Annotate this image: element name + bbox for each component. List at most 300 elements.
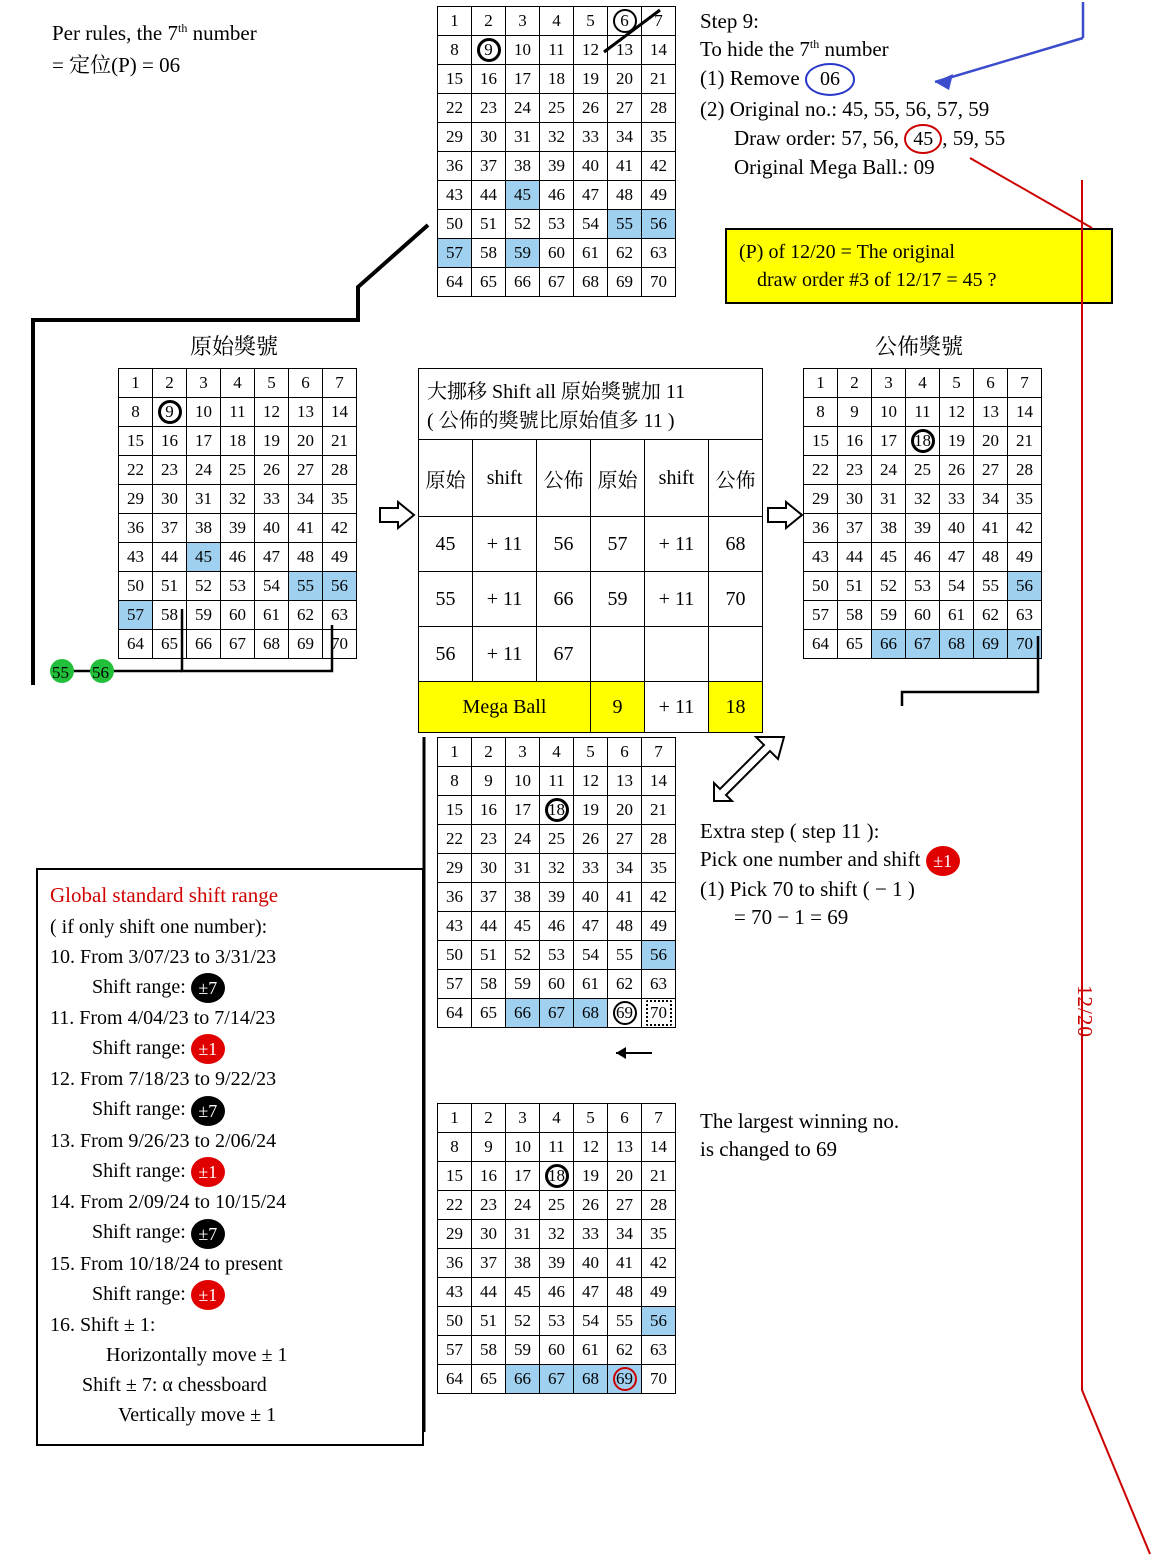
cell-26: 26 (574, 1191, 608, 1220)
cell-41: 41 (289, 514, 323, 543)
cell-r2c5: + 11 (645, 572, 709, 627)
cell-47: 47 (255, 543, 289, 572)
cell-r2c4: 59 (590, 572, 644, 627)
col-original-1: 原始 (419, 440, 473, 517)
cell-39: 39 (540, 1249, 574, 1278)
cell-9: 9 (472, 767, 506, 796)
cell-38: 38 (872, 514, 906, 543)
cell-2: 2 (472, 7, 506, 36)
cell-63: 63 (642, 239, 676, 268)
cell-70: 70 (323, 630, 357, 659)
cell-28: 28 (642, 94, 676, 123)
cell-r2c6: 70 (708, 572, 762, 627)
legend-range-badge: ±1 (191, 1280, 225, 1310)
cell-43: 43 (804, 543, 838, 572)
legend-item (50, 1126, 410, 1156)
cell-15: 15 (438, 796, 472, 825)
cell-19: 19 (940, 427, 974, 456)
cell-70: 70 (1008, 630, 1042, 659)
cell-67: 67 (221, 630, 255, 659)
legend-item-range (92, 1094, 410, 1125)
cell-23: 23 (472, 94, 506, 123)
legend-item-text: From 3/07/23 to 3/31/23 (80, 945, 277, 968)
cell-48: 48 (289, 543, 323, 572)
cell-20: 20 (974, 427, 1008, 456)
table-row (438, 1104, 676, 1133)
cell-8: 8 (119, 398, 153, 427)
cell-35: 35 (642, 1220, 676, 1249)
cell-32: 32 (221, 485, 255, 514)
cell-16: 16 (472, 65, 506, 94)
cell-43: 43 (438, 912, 472, 941)
top-left-note-line1 (52, 20, 412, 48)
extra-step-line2a: Pick one number and shift (700, 846, 921, 871)
date-vertical-label: 12/20 (1073, 985, 1097, 1038)
cell-49: 49 (323, 543, 357, 572)
cell-47: 47 (574, 912, 608, 941)
cell-1: 1 (438, 1104, 472, 1133)
table-row (119, 514, 357, 543)
cell-51: 51 (838, 572, 872, 601)
cell-16: 16 (472, 1162, 506, 1191)
legend-item-no: 10. (50, 945, 75, 968)
table-row (804, 572, 1042, 601)
legend-item (50, 1249, 410, 1279)
table-row (438, 912, 676, 941)
cell-1: 1 (438, 738, 472, 767)
left-grid-path (30, 595, 360, 685)
table-row (804, 514, 1042, 543)
cell-2: 2 (472, 738, 506, 767)
step9-draworder-b: , 59, 55 (942, 125, 1006, 150)
cell-62: 62 (608, 1336, 642, 1365)
cell-11: 11 (540, 36, 574, 65)
top-left-note-line1a: Per rules, the 7 (52, 21, 178, 45)
cell-9-label: 9 (165, 402, 174, 421)
cell-15: 15 (438, 65, 472, 94)
cell-47: 47 (574, 1278, 608, 1307)
step9-line2 (700, 63, 1130, 95)
cell-34: 34 (974, 485, 1008, 514)
cell-35: 35 (642, 123, 676, 152)
cell-57: 57 (119, 601, 153, 630)
cell-63: 63 (642, 1336, 676, 1365)
cell-r3c6 (708, 627, 762, 682)
cell-52: 52 (506, 1307, 540, 1336)
cell-52: 52 (506, 941, 540, 970)
table-row (438, 1249, 676, 1278)
cell-44: 44 (472, 1278, 506, 1307)
extra-step-line3: (1) Pick 70 to shift ( − 1 ) (700, 876, 915, 901)
cell-67: 67 (906, 630, 940, 659)
cell-65: 65 (838, 630, 872, 659)
cell-11: 11 (540, 767, 574, 796)
table-row (438, 883, 676, 912)
table-row (419, 440, 763, 517)
cell-62: 62 (608, 239, 642, 268)
cell-24: 24 (187, 456, 221, 485)
cell-41: 41 (608, 152, 642, 181)
legend-item16-line2: Horizontally move ± 1 (106, 1343, 288, 1366)
cell-37: 37 (472, 1249, 506, 1278)
shift-badge: ±1 (926, 846, 960, 876)
cell-58: 58 (472, 239, 506, 268)
cell-23: 23 (472, 825, 506, 854)
cell-14: 14 (642, 1133, 676, 1162)
extra-step-line4: = 70 − 1 = 69 (734, 904, 849, 929)
strike-line-icon (600, 8, 670, 68)
cell-13: 13 (289, 398, 323, 427)
cell-13: 13 (608, 767, 642, 796)
cell-56: 56 (323, 572, 357, 601)
cell-23: 23 (153, 456, 187, 485)
cell-1: 1 (804, 369, 838, 398)
legend-item-no: 11. (50, 1006, 75, 1029)
svg-text:56: 56 (92, 663, 109, 682)
cell-37: 37 (153, 514, 187, 543)
cell-21: 21 (642, 796, 676, 825)
cell-20: 20 (608, 1162, 642, 1191)
cell-3: 3 (872, 369, 906, 398)
cell-5: 5 (574, 738, 608, 767)
legend-title: Global standard shift range (50, 883, 279, 907)
cell-45: 45 (872, 543, 906, 572)
cell-63: 63 (642, 970, 676, 999)
grid-extra-after (437, 1103, 676, 1394)
legend-item-range (92, 1279, 410, 1310)
shift-minus1-arrow-icon (600, 1035, 660, 1080)
table-row (804, 369, 1042, 398)
cell-20: 20 (608, 65, 642, 94)
cell-53: 53 (540, 1307, 574, 1336)
cell-40: 40 (574, 1249, 608, 1278)
cell-33: 33 (940, 485, 974, 514)
cell-49: 49 (1008, 543, 1042, 572)
cell-52: 52 (506, 210, 540, 239)
legend-item16-line1: Shift ± 1: (80, 1313, 156, 1336)
cell-25: 25 (540, 94, 574, 123)
cell-5: 5 (255, 369, 289, 398)
table-row (804, 485, 1042, 514)
cell-58: 58 (472, 970, 506, 999)
table-row (119, 427, 357, 456)
cell-44: 44 (472, 912, 506, 941)
cell-5: 5 (940, 369, 974, 398)
cell-42: 42 (642, 1249, 676, 1278)
cell-19: 19 (574, 796, 608, 825)
cell-36: 36 (438, 1249, 472, 1278)
cell-54: 54 (574, 941, 608, 970)
cell-36: 36 (438, 152, 472, 181)
legend-range-label: Shift range: (92, 975, 186, 998)
legend-range-label: Shift range: (92, 1282, 186, 1305)
cell-53: 53 (906, 572, 940, 601)
cell-51: 51 (472, 210, 506, 239)
cell-13: 13 (608, 36, 642, 65)
cell-48: 48 (608, 912, 642, 941)
cell-6: 6 (974, 369, 1008, 398)
cell-34: 34 (608, 1220, 642, 1249)
cell-42: 42 (323, 514, 357, 543)
cell-27: 27 (608, 825, 642, 854)
grid-right-published (803, 368, 1042, 659)
step9-line1a: To hide the 7 (700, 36, 810, 61)
svg-text:55: 55 (52, 663, 69, 682)
cell-69-label: 69 (616, 1003, 633, 1022)
cell-70: 70 (642, 268, 676, 297)
mega-ball-shift: + 11 (645, 682, 709, 733)
cell-1: 1 (119, 369, 153, 398)
cell-35: 35 (1008, 485, 1042, 514)
cell-3: 3 (187, 369, 221, 398)
table-row (119, 456, 357, 485)
cell-36: 36 (438, 883, 472, 912)
cell-21: 21 (642, 65, 676, 94)
cell-28: 28 (642, 1191, 676, 1220)
cell-61: 61 (574, 239, 608, 268)
mega-ball-published: 18 (708, 682, 762, 733)
cell-14: 14 (323, 398, 357, 427)
cell-22: 22 (119, 456, 153, 485)
cell-68: 68 (940, 630, 974, 659)
cell-43: 43 (438, 1278, 472, 1307)
cell-49: 49 (642, 912, 676, 941)
cell-25: 25 (540, 1191, 574, 1220)
cell-r3c5 (645, 627, 709, 682)
mega-ball-original: 9 (590, 682, 644, 733)
col-published-1: 公佈 (536, 440, 590, 517)
cell-9: 9 (838, 398, 872, 427)
table-row (119, 485, 357, 514)
cell-3: 3 (506, 1104, 540, 1133)
top-left-note (52, 20, 412, 79)
cell-67: 67 (540, 999, 574, 1028)
cell-68: 68 (574, 1365, 608, 1394)
largest-note-line1: The largest winning no. (700, 1109, 900, 1133)
cell-29: 29 (804, 485, 838, 514)
table-row (438, 1365, 676, 1394)
cell-64: 64 (438, 1365, 472, 1394)
cell-42: 42 (642, 152, 676, 181)
shift-header-line2: ( 公佈的獎號比原始值多 11 ) (427, 410, 675, 432)
legend-item-text: From 7/18/23 to 9/22/23 (80, 1068, 277, 1091)
cell-32: 32 (540, 123, 574, 152)
cell-6: 6 (608, 1104, 642, 1133)
cell-50: 50 (438, 1307, 472, 1336)
legend-item16-line3: Shift ± 7: α chessboard (82, 1373, 267, 1396)
arrow-right-2-icon (766, 500, 806, 536)
cell-57: 57 (438, 239, 472, 268)
legend-item16-line4: Vertically move ± 1 (118, 1403, 277, 1426)
cell-r1c2: + 11 (473, 517, 537, 572)
legend-item-range (92, 972, 410, 1003)
cell-9: 9 (472, 1133, 506, 1162)
cell-10: 10 (872, 398, 906, 427)
removed-number-badge: 06 (805, 63, 855, 95)
legend-item (50, 1003, 410, 1033)
cell-68: 68 (574, 268, 608, 297)
cell-65: 65 (472, 1365, 506, 1394)
cell-27: 27 (974, 456, 1008, 485)
cell-22: 22 (438, 1191, 472, 1220)
table-row (438, 210, 676, 239)
cell-4: 4 (906, 369, 940, 398)
yellow-callout-line2: draw order #3 of 12/17 = 45 ? (757, 269, 997, 291)
table-row (419, 682, 763, 733)
cell-7: 7 (323, 369, 357, 398)
cell-63: 63 (1008, 601, 1042, 630)
cell-40: 40 (255, 514, 289, 543)
cell-60: 60 (221, 601, 255, 630)
cell-6: 6 (289, 369, 323, 398)
cell-50: 50 (438, 210, 472, 239)
table-row (119, 398, 357, 427)
cell-30: 30 (838, 485, 872, 514)
cell-2: 2 (153, 369, 187, 398)
cell-10: 10 (506, 767, 540, 796)
cell-55: 55 (608, 210, 642, 239)
table-row (438, 999, 676, 1028)
step9-ordinal: th (809, 36, 820, 51)
shift-table (418, 368, 763, 733)
table-row (438, 1162, 676, 1191)
legend-item-text: From 2/09/24 to 10/15/24 (80, 1191, 287, 1214)
cell-16: 16 (838, 427, 872, 456)
arrow-down-left-icon (712, 735, 792, 805)
cell-39: 39 (540, 152, 574, 181)
cell-35: 35 (323, 485, 357, 514)
cell-34: 34 (608, 123, 642, 152)
cell-49: 49 (642, 181, 676, 210)
cell-51: 51 (472, 941, 506, 970)
cell-47: 47 (574, 181, 608, 210)
cell-26: 26 (940, 456, 974, 485)
cell-1: 1 (438, 7, 472, 36)
cell-26: 26 (574, 825, 608, 854)
cell-55: 55 (974, 572, 1008, 601)
cell-53: 53 (221, 572, 255, 601)
cell-38: 38 (506, 152, 540, 181)
cell-58: 58 (838, 601, 872, 630)
cell-16: 16 (472, 796, 506, 825)
cell-48: 48 (974, 543, 1008, 572)
cell-38: 38 (187, 514, 221, 543)
cell-54: 54 (574, 1307, 608, 1336)
col-shift-2: shift (645, 440, 709, 517)
cell-15: 15 (119, 427, 153, 456)
cell-46: 46 (540, 912, 574, 941)
table-row (438, 123, 676, 152)
cell-27: 27 (608, 1191, 642, 1220)
legend-range-badge: ±7 (191, 1219, 225, 1249)
cell-29: 29 (438, 123, 472, 152)
cell-56: 56 (642, 941, 676, 970)
cell-26: 26 (574, 94, 608, 123)
cell-45: 45 (506, 181, 540, 210)
table-row (438, 854, 676, 883)
cell-59: 59 (872, 601, 906, 630)
col-published-2: 公佈 (708, 440, 762, 517)
cell-31: 31 (506, 123, 540, 152)
table-row (438, 94, 676, 123)
cell-22: 22 (438, 94, 472, 123)
table-row (804, 398, 1042, 427)
cell-4: 4 (540, 738, 574, 767)
legend-item-text: From 4/04/23 to 7/14/23 (79, 1006, 276, 1029)
cell-47: 47 (940, 543, 974, 572)
cell-45: 45 (506, 912, 540, 941)
cell-3: 3 (506, 738, 540, 767)
cell-44: 44 (153, 543, 187, 572)
legend-item-no: 15. (50, 1252, 75, 1275)
cell-12: 12 (574, 767, 608, 796)
cell-48: 48 (608, 181, 642, 210)
cell-62: 62 (289, 601, 323, 630)
table-row (804, 427, 1042, 456)
cell-48: 48 (608, 1278, 642, 1307)
grid-table (437, 737, 676, 1028)
table-row (804, 456, 1042, 485)
cell-18-label: 18 (548, 800, 565, 819)
cell-8: 8 (438, 36, 472, 65)
cell-8: 8 (804, 398, 838, 427)
legend-item-range (92, 1217, 410, 1248)
table-row (438, 767, 676, 796)
largest-note-line2: is changed to 69 (700, 1136, 838, 1161)
cell-50: 50 (804, 572, 838, 601)
legend-range-label: Shift range: (92, 1036, 186, 1059)
cell-7: 7 (642, 1104, 676, 1133)
cell-61: 61 (574, 1336, 608, 1365)
table-row (438, 1191, 676, 1220)
cell-67: 67 (540, 268, 574, 297)
cell-60: 60 (540, 970, 574, 999)
cell-6: 6 (608, 738, 642, 767)
cell-12: 12 (574, 36, 608, 65)
cell-64: 64 (438, 268, 472, 297)
cell-30: 30 (472, 854, 506, 883)
table-row (438, 941, 676, 970)
table-row (438, 152, 676, 181)
cell-2: 2 (838, 369, 872, 398)
cell-50: 50 (119, 572, 153, 601)
arrow-right-1-icon (378, 500, 418, 536)
cell-55: 55 (289, 572, 323, 601)
cell-69: 69 (974, 630, 1008, 659)
cell-25: 25 (906, 456, 940, 485)
cell-20: 20 (608, 796, 642, 825)
cell-68: 68 (255, 630, 289, 659)
table-row (419, 369, 763, 440)
cell-66: 66 (506, 999, 540, 1028)
cell-40: 40 (574, 152, 608, 181)
step9-line1 (700, 36, 1130, 64)
cell-67: 67 (540, 1365, 574, 1394)
cell-38: 38 (506, 1249, 540, 1278)
table-row (438, 181, 676, 210)
cell-31: 31 (506, 1220, 540, 1249)
cell-17: 17 (872, 427, 906, 456)
cell-66: 66 (187, 630, 221, 659)
legend-range-badge: ±7 (191, 973, 225, 1003)
col-shift-1: shift (473, 440, 537, 517)
cell-61: 61 (574, 970, 608, 999)
legend-item-no: 14. (50, 1191, 75, 1214)
cell-51: 51 (153, 572, 187, 601)
cell-39: 39 (540, 883, 574, 912)
cell-14: 14 (642, 767, 676, 796)
legend-box (36, 868, 424, 1446)
